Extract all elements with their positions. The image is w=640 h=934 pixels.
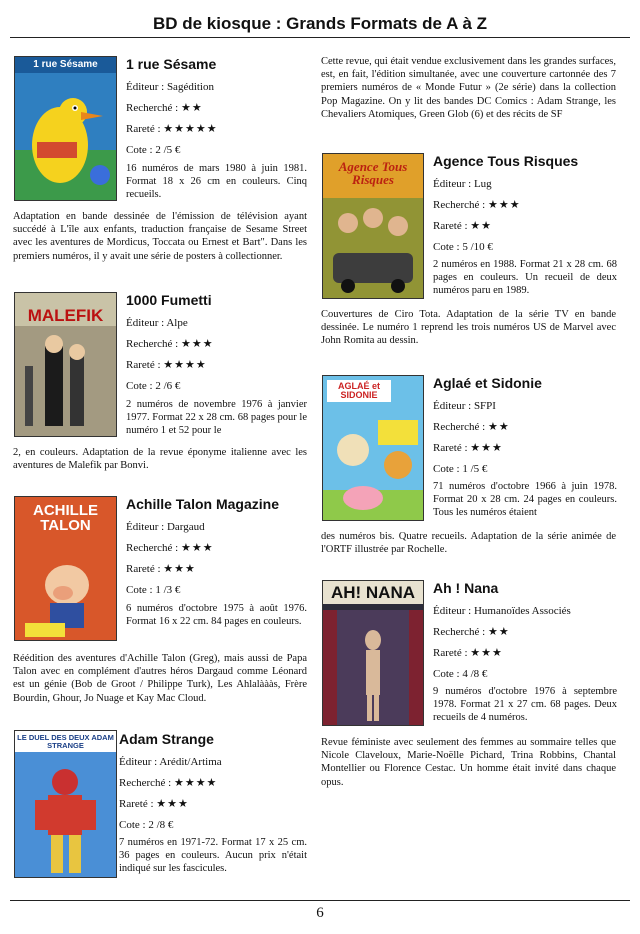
cover-agence-tous-risques [322,153,424,299]
rarete-line: Rareté : ★★ [433,220,492,232]
entry-desc-side: 6 numéros d'octobre 1975 à août 1976. Format 16 x 22 cm. 84 pages en couleurs. [126,603,307,628]
column2-intro: Cette revue, qui était vendue exclusivement dans les grandes surfaces, est, en fait, l'édition simultanée, avec une couverture cartonnée des 7 premiers numéros de « Monde Futur » (2e série) dans la collection Pop Magazine. On y lit des bandes DC Comics : Adam Strange, les Chevaliers Atomiques, Green Glob (6) et des récits de SF [321,56,616,120]
entry-info-1000-fumetti [126,291,306,397]
entry-info-1-rue-sesame [126,55,306,161]
entry-desc-side: 71 numéros d'octobre 1966 à juin 1978. Format 20 x 28 cm. 24 pages en couleurs. Tous les numéros étaient [433,481,617,519]
rarete-line: Rareté : ★★★ [433,442,503,454]
entry-desc-side: 7 numéros en 1971-72. Format 17 x 25 cm. 36 pages en couleurs. Aucun prix n'était indiqué sur les fascicules. [119,837,307,875]
cover-title: ACHILLE TALON [33,502,98,534]
entry-info-agence-tous-risques [433,152,617,258]
cote-line: Cote : 2 /5 € [126,144,181,156]
cover-aglae-et-sidonie [322,375,424,521]
recherche-line: Recherché : ★★★ [126,338,214,350]
cover-1000-fumetti [14,292,117,437]
entry-title: 1000 Fumetti [126,292,212,308]
entry-info-adam-strange [119,730,307,836]
editeur-line: Éditeur : Humanoïdes Associés [433,605,571,617]
rarete-line: Rareté : ★★★ [119,798,189,810]
recherche-line: Recherché : ★★ [433,626,510,638]
rarete-line: Rareté : ★★★★★ [126,123,218,135]
entry-desc-full: Revue féministe avec seulement des femmes au sommaire telles que Nicole Claveloux, Marie-Noëlle Pichard, Trina Robbins, Chantal Montellier ou Florence Cestac. Un homme était invité dans chaque opus. [321,737,616,788]
entry-title: Achille Talon Magazine [126,496,279,512]
editeur-line: Éditeur : Dargaud [126,521,205,533]
cover-adam-strange [14,730,117,878]
cote-line: Cote : 2 /8 € [119,819,174,831]
editeur-line: Éditeur : SFPI [433,400,496,412]
entry-title: Agence Tous Risques [433,153,579,169]
entry-desc-full: Adaptation en bande dessinée de l'émission de télévision ayant succédé à L'île aux enfants, traduction française de Sesame Street avec les aventures de Mordicus, Toccata ou Ernest et Bart". Dans les premiers numéros, il y avait une série de posters à collectionner. [13,211,307,262]
entry-desc-side: 2 numéros de novembre 1976 à janvier 1977. Format 22 x 28 cm. 68 pages pour le numéro 1 et 52 pour le [126,399,307,437]
recherche-line: Recherché : ★★ [126,102,203,114]
entry-desc-side: 16 numéros de mars 1980 à juin 1981. Format 18 x 26 cm en couleurs. Cinq recueils. [126,163,307,201]
entry-desc-full: des numéros bis. Quatre recueils. Adaptation de la série animée de l'ORTF illustrée par Rochelle. [321,531,616,556]
aglae-sidonie-illustration [323,410,423,520]
cover-1-rue-sesame [14,56,117,201]
cote-line: Cote : 1 /3 € [126,584,181,596]
entry-title: Ah ! Nana [433,580,499,596]
rarete-line: Rareté : ★★★ [433,647,503,659]
recherche-line: Recherché : ★★★ [126,542,214,554]
big-bird-illustration [15,80,116,200]
cover-title: 1 rue Sésame [15,57,116,73]
entry-desc-full: 2, en couleurs. Adaptation de la revue éponyme italienne avec les aventures de Malefik par Bonvi. [13,447,307,472]
cote-line: Cote : 2 /6 € [126,380,181,392]
entry-desc-full: Réédition des aventures d'Achille Talon (Greg), mais aussi de Papa Talon avec en complément d'autres héros Dargaud comme Léonard est un génie (Bob de Groot / Philippe Turk), Les Ahlalàààs, Frère Bourdin, Ghour, Jo Nuage et Kay Mac Cloud. [13,653,307,704]
cover-title: MALEFIK [27,306,104,325]
rarete-line: Rareté : ★★★ [126,563,196,575]
entry-title: Aglaé et Sidonie [433,375,542,391]
rarete-line: Rareté : ★★★★ [126,359,207,371]
page-title: BD de kiosque : Grands Formats de A à Z [152,14,488,33]
ah-nana-illustration [323,610,423,725]
cover-title: LE DUEL DES DEUX ADAM STRANGE [15,731,116,752]
cote-line: Cote : 5 /10 € [433,241,493,253]
entry-info-ah-nana [433,579,617,685]
entry-desc-side: 2 numéros en 1988. Format 21 x 28 cm. 68 pages en couleurs. Un recueil de deux numéros paru en 1989. [433,259,617,297]
adam-strange-illustration [15,752,116,877]
editeur-line: Éditeur : Alpe [126,317,188,329]
editeur-line: Éditeur : Sagédition [126,81,214,93]
entry-title: Adam Strange [119,731,214,747]
entry-title: 1 rue Sésame [126,56,217,72]
editeur-line: Éditeur : Lug [433,178,492,190]
cover-title: AH! NANA [323,581,423,604]
cote-line: Cote : 1 /5 € [433,463,488,475]
achille-talon-illustration [15,545,116,640]
cover-title: Agence Tous Risques [338,159,408,187]
malefik-illustration [15,326,116,436]
page-number: 6 [316,905,324,921]
bottom-rule [10,900,630,901]
cover-title: AGLAÉ et SIDONIE [327,380,391,402]
entry-desc-side: 9 numéros d'octobre 1976 à septembre 1978. Format 21 x 27 cm. 68 pages. Deux recueils de 4 numéros. [433,686,617,724]
cote-line: Cote : 4 /8 € [433,668,488,680]
entry-desc-full: Couvertures de Ciro Tota. Adaptation de la série TV en bande dessinée. Le numéro 1 reprend les trois numéros US de Marvel avec John Romita au dessin. [321,309,616,347]
editeur-line: Éditeur : Arédit/Artima [119,756,222,768]
top-rule [10,37,630,38]
recherche-line: Recherché : ★★★ [433,199,521,211]
agence-tous-risques-illustration [323,198,423,298]
recherche-line: Recherché : ★★★★ [119,777,218,789]
entry-info-achille-talon [126,495,306,601]
cover-ah-nana [322,580,424,726]
entry-info-aglae-et-sidonie [433,374,617,480]
recherche-line: Recherché : ★★ [433,421,510,433]
cover-achille-talon [14,496,117,641]
